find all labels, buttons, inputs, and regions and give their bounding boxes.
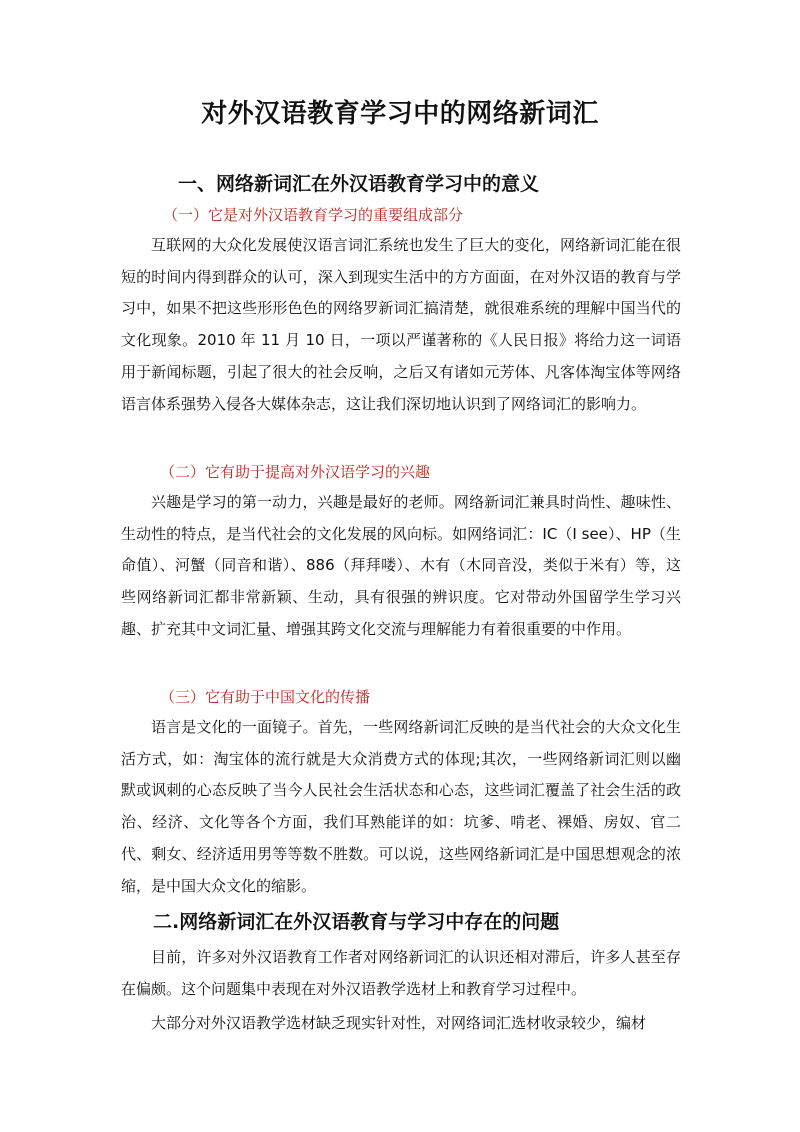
subsection-2-paragraph: 兴趣是学习的第一动力，兴趣是最好的老师。网络新词汇兼具时尚性、趣味性、生动性的特点，是当代社会的文化发展的风向标。如网络词汇：IC（I see）、HP（生命值）、河蟹（同音和谐）、886（拜拜喽）、木有（木同音没，类似于米有）等，这些网络新词汇都非常新颖、生动，具有很强的辨识度。它对带动外国留学生学习兴趣、扩充其中文词汇量、增强其跨文化交流与理解能力有着很重要的中作用。 [121,493,681,638]
subsection-3-heading: （三）它有助于中国文化的传播 [160,688,371,706]
subsection-2-heading: （二）它有助于提高对外汉语学习的兴趣 [160,463,431,481]
section-2-heading: 二.网络新词汇在外汉语教育与学习中存在的问题 [153,911,560,933]
document-title: 对外汉语教育学习中的网络新词汇 [201,99,599,129]
subsection-1-heading: （一）它是对外汉语教育学习的重要组成部分 [163,206,464,224]
subsection-3-paragraph: 语言是文化的一面镜子。首先，一些网络新词汇反映的是当代社会的大众文化生活方式，如：淘宝体的流行就是大众消费方式的体现;其次，一些网络新词汇则以幽默或讽刺的心态反映了当今人民社会生活状态和心态，这些词汇覆盖了社会生活的政治、经济、文化等各个方面，我们耳熟能详的如：坑爹、啃老、裸婚、房奴、官二代、剩女、经济适用男等等数不胜数。可以说，这些网络新词汇是中国思想观念的浓缩，是中国大众文化的缩影。 [121,718,681,895]
section-1-heading: 一、网络新词汇在外汉语教育学习中的意义 [178,173,540,195]
section-2-paragraph-2: 大部分对外汉语教学选材缺乏现实针对性，对网络词汇选材收录较少，编材 [151,1014,647,1032]
subsection-1-paragraph: 互联网的大众化发展使汉语言词汇系统也发生了巨大的变化，网络新词汇能在很短的时间内得到群众的认可，深入到现实生活中的方方面面，在对外汉语的教育与学习中，如果不把这些形形色色的网络罗新词汇搞清楚，就很难系统的理解中国当代的文化现象。2010 年 11 月 10 日，一项以严谨著称的《人民日报》将给力这一词语用于新闻标题，引起了很大的社会反响，之后又有诸如元芳体、凡客体淘宝体等网络语言体系强势入侵各大媒体杂志，这让我们深切地认识到了网络词汇的影响力。 [121,236,681,413]
section-2-paragraph-1: 目前，许多对外汉语教育工作者对网络新词汇的认识还相对滞后，许多人甚至存在偏颇。这个问题集中表现在对外汉语教学选材上和教育学习过程中。 [121,948,681,998]
